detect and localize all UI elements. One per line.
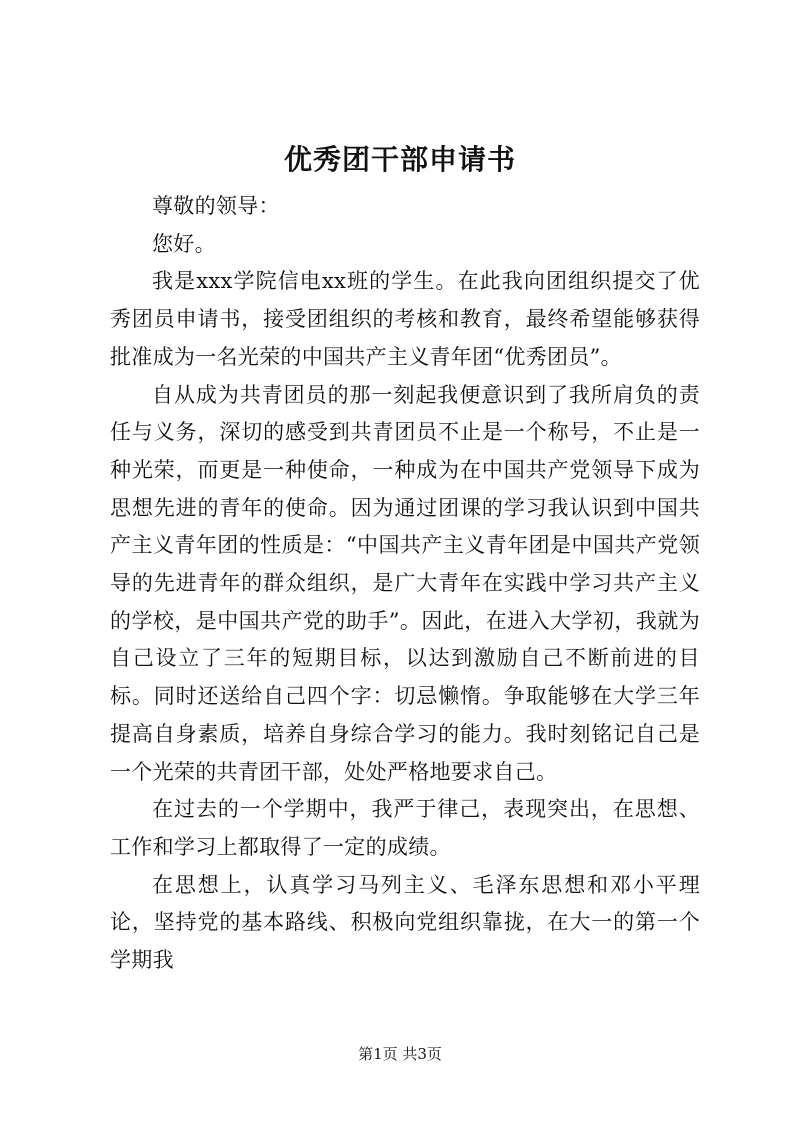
document-title: 优秀团干部申请书: [283, 143, 516, 176]
paragraph-thought: 在思想上，认真学习马列主义、毛泽东思想和邓小平理论，坚持党的基本路线、积极向党组织靠拢，在大一的第一个学期我: [110, 872, 700, 973]
paragraph-achievements: 在过去的一个学期中，我严于律己，表现突出，在思想、工作和学习上都取得了一定的成绩。: [110, 797, 700, 859]
greeting: 您好。: [152, 231, 216, 256]
paragraph-intro: 我是xxx学院信电xx班的学生。在此我向团组织提交了优秀团员申请书，接受团组织的考核和教育，最终希望能够获得批准成为一名光荣的中国共产主义青年团“优秀团员”。: [110, 269, 700, 369]
paragraph-responsibility: 自从成为共青团员的那一刻起我便意识到了我所肩负的责任与义务，深切的感受到共青团员不止是一个称号，不止是一种光荣，而更是一种使命，一种成为在中国共产党领导下成为思想先进的青年的使命。因为通过团课的学习我认识到中国共产主义青年团的性质是：“中国共产主义青年团是中国共产党领导的先进青年的群众组织，是广大青年在实践中学习共产主义的学校，是中国共产党的助手”。因此，在进入大学初，我就为自己设立了三年的短期目标，以达到激励自己不断前进的目标。同时还送给自己四个字：切忌懒惰。争取能够在大学三年提高自身素质，培养自身综合学习的能力。我时刻铭记自己是一个光荣的共青团干部，处处严格地要求自己。: [110, 382, 700, 784]
page-number-footer: 第1页 共3页: [358, 1045, 442, 1063]
salutation: 尊敬的领导：: [152, 194, 280, 218]
document-body: [110, 188, 700, 980]
